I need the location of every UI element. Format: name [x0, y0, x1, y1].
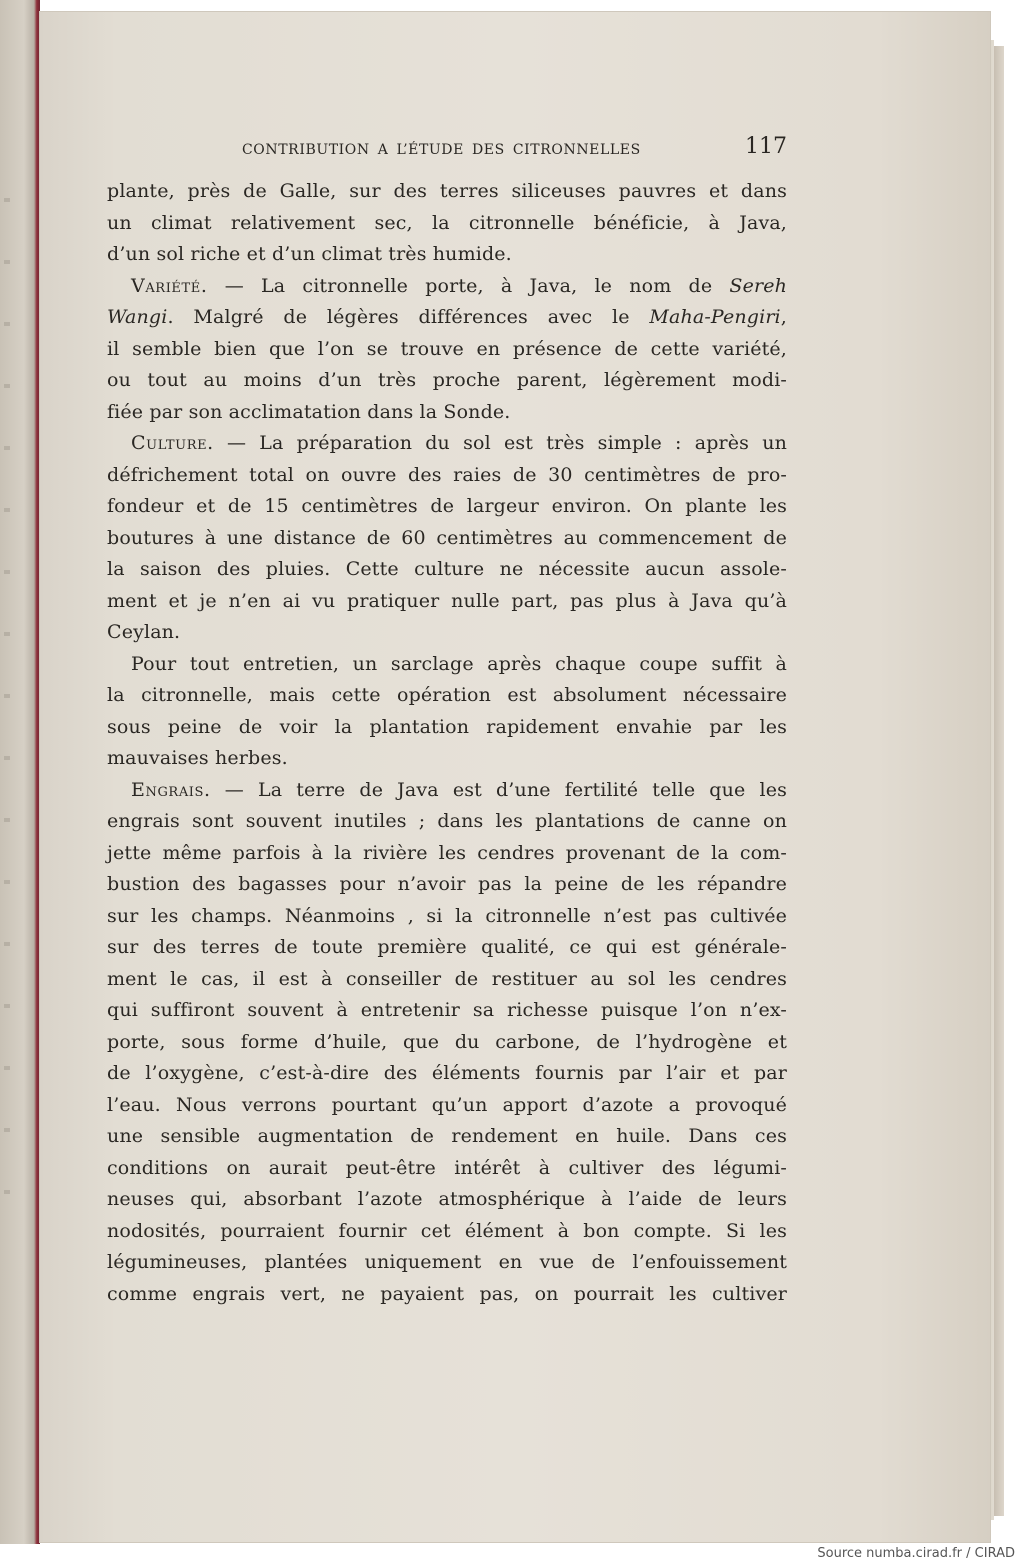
text-line — [107, 302, 787, 334]
running-title: CONTRIBUTION A L’ÉTUDE DES CITRONNELLES — [242, 142, 641, 158]
text-line: de l’oxygène, c’est-à-dire des éléments fournis par l’air et par — [107, 1062, 787, 1084]
text-line: ment et je n’en ai vu pratiquer nulle part, pas plus à Java qu’à — [107, 589, 787, 612]
text-line: qui suffiront souvent à entretenir sa richesse puisque l’on n’ex- — [107, 999, 787, 1021]
paragraph-continuation — [107, 176, 787, 271]
text-line — [107, 428, 787, 460]
text-line — [107, 775, 787, 807]
text-line: la saison des pluies. Cette culture ne nécessite aucun assole- — [107, 558, 787, 580]
text-line: Ceylan. — [107, 621, 181, 643]
text-line: un climat relativement sec, la citronnelle bénéficie, à Java, — [107, 211, 787, 234]
text-line: fiée par son acclimatation dans la Sonde. — [107, 400, 511, 423]
paragraph-entretien — [107, 649, 787, 775]
text-line: mauvaises herbes. — [107, 747, 288, 769]
text-line: une sensible augmentation de rendement en huile. Dans ces — [107, 1125, 787, 1147]
text-line — [107, 271, 787, 303]
text-line: l’eau. Nous verrons pourtant qu’un apport d’azote a provoqué — [107, 1093, 787, 1116]
paragraph-variete — [107, 271, 787, 429]
text-line: jette même parfois à la rivière les cendres provenant de la com- — [107, 841, 787, 864]
page-stack-edge — [994, 46, 1004, 1516]
text-line: comme engrais vert, ne payaient pas, on pourrait les cultiver — [107, 1282, 787, 1305]
text-line: sous peine de voir la plantation rapidement envahie par les — [107, 715, 787, 738]
facing-page-print-bleed — [4, 140, 10, 1240]
text-line: conditions on aurait peut-être intérêt à cultiver des légumi- — [107, 1156, 787, 1179]
running-head — [107, 130, 787, 176]
text-line: neuses qui, absorbant l’azote atmosphérique à l’aide de leurs — [107, 1188, 787, 1210]
page-number: 117 — [745, 134, 787, 159]
text-line: boutures à une distance de 60 centimètres au commencement de — [107, 526, 787, 549]
section-heading-culture: Culture. — [131, 432, 214, 454]
text-line: d’un sol riche et d’un climat très humide. — [107, 243, 512, 265]
text-run: , — [780, 306, 787, 328]
text-line: nodosités, pourraient fournir cet élément à bon compte. Si les — [107, 1219, 787, 1242]
text-line: engrais sont souvent inutiles ; dans les plantations de canne on — [107, 810, 787, 832]
source-credit: Source numba.cirad.fr / CIRAD — [817, 1546, 1015, 1561]
italic-term: Sereh — [729, 274, 787, 297]
text-line: la citronnelle, mais cette opération est absolument nécessaire — [107, 684, 787, 706]
text-line: sur les champs. Néanmoins , si la citronnelle n’est pas cultivée — [107, 904, 787, 927]
text-line: Pour tout entretien, un sarclage après chaque coupe suffit à — [131, 652, 787, 675]
section-heading-engrais: Engrais. — [131, 778, 211, 801]
text-line: ment le cas, il est à conseiller de restituer au sol les cendres — [107, 967, 787, 990]
text-line: défrichement total on ouvre des raies de 30 centimètres de pro- — [107, 463, 787, 486]
text-line: porte, sous forme d’huile, que du carbone, de l’hydrogène et — [107, 1030, 787, 1053]
text-line: sur des terres de toute première qualité, ce qui est générale- — [107, 936, 787, 958]
text-line: il semble bien que l’on se trouve en présence de cette variété, — [107, 337, 787, 360]
facing-page-edge — [0, 0, 40, 1544]
text-line: légumineuses, plantées uniquement en vue de l’enfouissement — [107, 1251, 787, 1273]
paragraph-culture — [107, 428, 787, 649]
section-heading-variete: Variété. — [131, 274, 208, 297]
text-line: ou tout au moins d’un très proche parent, légèrement modi- — [107, 369, 787, 391]
page-text — [107, 130, 787, 1310]
text-line: bustion des bagasses pour n’avoir pas la peine de les répandre — [107, 873, 787, 895]
text-run: — La citronnelle porte, à Java, le nom de — [207, 274, 730, 297]
paragraph-engrais — [107, 775, 787, 1311]
text-run: — La terre de Java est d’une fertilité telle que les — [210, 778, 787, 801]
text-line: fondeur et de 15 centimètres de largeur environ. On plante les — [107, 495, 787, 517]
italic-term: Maha-Pengiri — [649, 306, 781, 328]
text-run: . Malgré de légères différences avec le — [167, 306, 650, 328]
italic-term: Wangi — [107, 306, 168, 328]
text-run: — La préparation du sol est très simple : après un — [213, 432, 787, 454]
text-line: plante, près de Galle, sur des terres siliceuses pauvres et dans — [107, 180, 787, 202]
